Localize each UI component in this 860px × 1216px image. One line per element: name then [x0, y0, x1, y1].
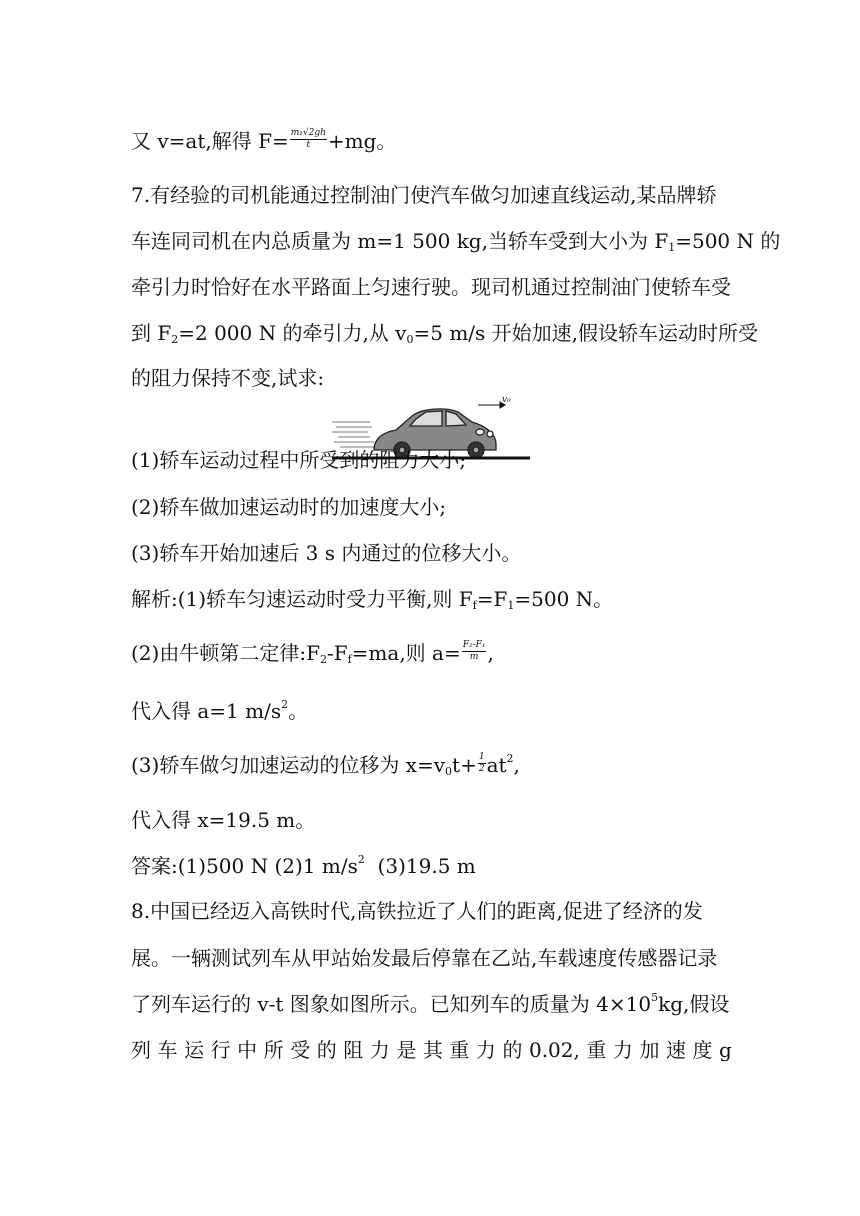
fraction-force — [290, 129, 327, 150]
fraction-denominator: m — [469, 652, 479, 662]
subscript: 1 — [668, 241, 676, 254]
text: =ma,则 a= — [351, 641, 461, 665]
word: g — [719, 1038, 732, 1062]
text: 。 — [288, 699, 309, 723]
subscript: 0 — [445, 765, 453, 778]
velocity-arrow — [478, 402, 505, 408]
solution-2-result — [131, 698, 309, 723]
word: 度 — [692, 1038, 713, 1062]
word: 所 — [263, 1038, 284, 1062]
solution-1 — [131, 587, 614, 612]
subscript: f — [472, 599, 477, 612]
fraction-denominator: 2 — [478, 764, 485, 774]
answer-line — [131, 853, 476, 878]
text: +mg。 — [327, 129, 397, 153]
velocity-label: v₀ — [502, 395, 511, 405]
text: 了列车运行的 v-t 图象如图所示。已知列车的质量为 4×10 — [131, 992, 652, 1016]
subscript: 0 — [406, 333, 414, 346]
word: 的 — [502, 1038, 523, 1062]
text: 代入得 a=1 m/s — [131, 699, 282, 723]
text: (1)轿车运动过程中所受到的阻力大小; — [131, 448, 467, 472]
text: =5 m/s 开始加速,假设轿车运动时所受 — [413, 321, 759, 345]
text: =500 N 的 — [675, 229, 781, 253]
subscript: 2 — [171, 333, 179, 346]
problem-7-line-2 — [131, 229, 781, 254]
problem-7-line-4 — [131, 321, 759, 346]
word: 行 — [210, 1038, 231, 1062]
problem-8-line-1 — [131, 901, 703, 921]
text: , — [513, 753, 520, 777]
fraction-numerator: F₂-F₁ — [462, 640, 486, 650]
subscript: f — [347, 653, 352, 666]
word: 列 — [131, 1038, 151, 1062]
text: 展。一辆测试列车从甲站始发最后停靠在乙站,车载速度传感器记录 — [131, 946, 718, 970]
fraction-denominator: t — [306, 140, 311, 150]
solution-3-result — [131, 810, 315, 830]
question-3 — [131, 543, 521, 563]
text: t+ — [452, 753, 477, 777]
question-2 — [131, 497, 446, 517]
subscript: 2 — [319, 653, 327, 666]
word: 车 — [157, 1038, 178, 1062]
text: 车连同司机在内总质量为 m=1 500 kg,当轿车受到大小为 F — [131, 229, 669, 253]
subscript: 1 — [507, 599, 515, 612]
text: (3)19.5 m — [364, 854, 476, 878]
text: at — [486, 753, 507, 777]
word: 其 — [422, 1038, 443, 1062]
solution-2 — [131, 640, 494, 666]
superscript: 2 — [281, 698, 289, 711]
problem-8-line-2 — [131, 948, 717, 968]
text: kg,假设 — [658, 992, 730, 1016]
motion-lines — [332, 422, 376, 447]
word: 重 — [449, 1038, 470, 1062]
text: -F — [326, 641, 348, 665]
word: 重 — [586, 1038, 607, 1062]
text: =2 000 N 的牵引力,从 v — [178, 321, 407, 345]
question-1 — [131, 450, 466, 470]
word: 受 — [290, 1038, 311, 1062]
text: (3)轿车做匀加速运动的位移为 x=v — [131, 753, 446, 777]
text: (3)轿车开始加速后 3 s 内通过的位移大小。 — [131, 541, 522, 565]
problem-7-line-3 — [131, 277, 731, 297]
problem-8-line-4 — [131, 1040, 732, 1060]
text: 到 F — [131, 321, 172, 345]
word: 速 — [665, 1038, 686, 1062]
text: 又 v=at,解得 F= — [131, 129, 289, 153]
text-line-prev-solution — [131, 128, 397, 153]
word: 力 — [475, 1038, 496, 1062]
problem-8-line-3 — [131, 991, 730, 1016]
text: , — [487, 641, 494, 665]
text: 代入得 x=19.5 m。 — [131, 808, 316, 832]
superscript: 5 — [651, 991, 659, 1004]
word: 运 — [184, 1038, 205, 1062]
problem-7-line-1 — [131, 185, 716, 205]
problem-7-line-5 — [131, 368, 324, 388]
word: 是 — [396, 1038, 417, 1062]
word: 力 — [369, 1038, 390, 1062]
word: 的 — [316, 1038, 337, 1062]
text: =500 N。 — [514, 587, 614, 611]
word: 加 — [639, 1038, 660, 1062]
fraction-half — [478, 753, 486, 774]
fraction-acceleration — [462, 641, 487, 662]
word: 阻 — [343, 1038, 364, 1062]
word: 力 — [612, 1038, 633, 1062]
text: 解析:(1)轿车匀速运动时受力平衡,则 F — [131, 587, 473, 611]
text: 7.有经验的司机能通过控制油门使汽车做匀加速直线运动,某品牌轿 — [131, 183, 717, 207]
fraction-numerator: m₁√2gh — [290, 128, 326, 138]
fraction-numerator: 1 — [478, 752, 485, 762]
text: 的阻力保持不变,试求: — [131, 366, 325, 390]
word: 中 — [237, 1038, 258, 1062]
superscript: 2 — [357, 853, 365, 866]
text: (2)由牛顿第二定律:F — [131, 641, 320, 665]
superscript: 2 — [506, 752, 514, 765]
text: (2)轿车做加速运动时的加速度大小; — [131, 495, 447, 519]
text: 牵引力时恰好在水平路面上匀速行驶。现司机通过控制油门使轿车受 — [131, 275, 731, 299]
text: 8.中国已经迈入高铁时代,高铁拉近了人们的距离,促进了经济的发 — [131, 899, 703, 923]
text: 答案:(1)500 N (2)1 m/s — [131, 854, 358, 878]
solution-3 — [131, 752, 520, 778]
text: =F — [476, 587, 508, 611]
word: 0.02, — [528, 1038, 580, 1062]
